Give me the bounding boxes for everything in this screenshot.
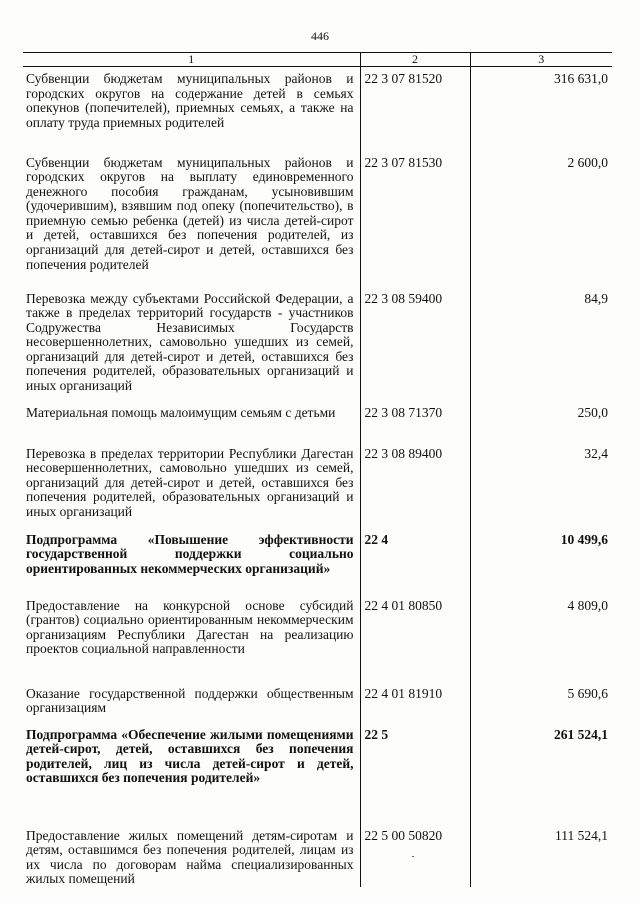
row-name: Перевозка в пределах территории Республики Дагестан несовершеннолетних, самовольно ушедших из семей, организаций для детей-сирот и детей, оставшихся без попечения родителей, образовательных организаций и иных организаций <box>26 445 354 519</box>
table-row <box>23 594 612 682</box>
table-row <box>23 682 612 723</box>
table-body <box>23 67 612 887</box>
table-row <box>23 151 612 287</box>
table-row <box>23 442 612 528</box>
row-amount: 250,0 <box>470 401 612 442</box>
row-name: Оказание государственной поддержки общественным организациям <box>26 685 354 716</box>
row-code: 22 3 07 81520 <box>360 67 470 151</box>
row-name: Подпрограмма «Повышение эффективности государственной поддержки социально ориентированных некоммерческих организаций» <box>26 531 354 576</box>
page-number: 446 <box>311 29 329 43</box>
row-name: Перевозка между субъектами Российской Федерации, а также в пределах территорий государств - участников Содружества Независимых Государств несовершеннолетних, самовольно ушедших из семей, организаций для детей-сирот и детей, оставшихся без попечения родителей, образовательных организаций и иных организаций <box>26 290 354 394</box>
column-header-2: 2 <box>360 53 470 67</box>
row-amount: 84,9 <box>470 287 612 401</box>
row-code: 22 3 08 89400 <box>360 442 470 528</box>
row-amount: 261 524,1 <box>470 723 612 824</box>
column-header-3: 3 <box>470 53 612 67</box>
row-amount: 32,4 <box>470 442 612 528</box>
row-amount: 4 809,0 <box>470 594 612 682</box>
row-name: Подпрограмма «Обеспечение жилыми помещениями детей-сирот, детей, оставшихся без попечения родителей, лиц из числа детей-сирот и детей, оставшихся без попечения родителей» <box>26 726 354 786</box>
table-row <box>23 67 612 151</box>
row-code: 22 3 07 81530 <box>360 151 470 287</box>
row-amount: 111 524,1 <box>470 824 612 887</box>
row-code: 22 3 08 59400 <box>360 287 470 401</box>
row-name: Субвенции бюджетам муниципальных районов и городских округов на содержание детей в семьях опекунов (попечителей), приемных семьях, а также на оплату труда приемных родителей <box>26 71 354 130</box>
table-row <box>23 528 612 594</box>
row-name: Предоставление на конкурсной основе субсидий (грантов) социально ориентированным некоммерческим организациям Республики Дагестан на реализацию проектов социальной направленности <box>26 597 354 657</box>
budget-table <box>23 52 612 887</box>
table-row <box>23 401 612 442</box>
row-name: Субвенции бюджетам муниципальных районов и городских округов на выплату единовременного денежного пособия гражданам, усыновившим (удочерившим), взявшим под опеку (попечительство), в приемную семью ребенка (детей) из числа детей-сирот и детей, оставшихся без попечения родителей, из организаций для детей-сирот и детей, оставшихся без попечения родителей <box>26 154 354 272</box>
table-row <box>23 824 612 887</box>
row-name: Предоставление жилых помещений детям-сиротам и детям, оставшимся без попечения родителей, лицам из их числа по договорам найма специализированных жилых помещений <box>26 827 354 887</box>
row-amount: 10 499,6 <box>470 528 612 594</box>
table-header-row <box>23 53 612 67</box>
column-header-1: 1 <box>23 53 360 67</box>
row-code: 22 4 01 80850 <box>360 594 470 682</box>
table-row <box>23 723 612 824</box>
row-code: 22 5 00 50820 <box>360 824 470 887</box>
row-code: 22 3 08 71370 <box>360 401 470 442</box>
row-name: Материальная помощь малоимущим семьям с детьми <box>26 404 336 420</box>
table-row <box>23 287 612 401</box>
row-amount: 316 631,0 <box>470 67 612 151</box>
row-amount: 5 690,6 <box>470 682 612 723</box>
row-code: 22 4 <box>360 528 470 594</box>
row-code: 22 4 01 81910 <box>360 682 470 723</box>
row-code: 22 5 <box>360 723 470 824</box>
scan-speck <box>412 856 414 857</box>
row-amount: 2 600,0 <box>470 151 612 287</box>
